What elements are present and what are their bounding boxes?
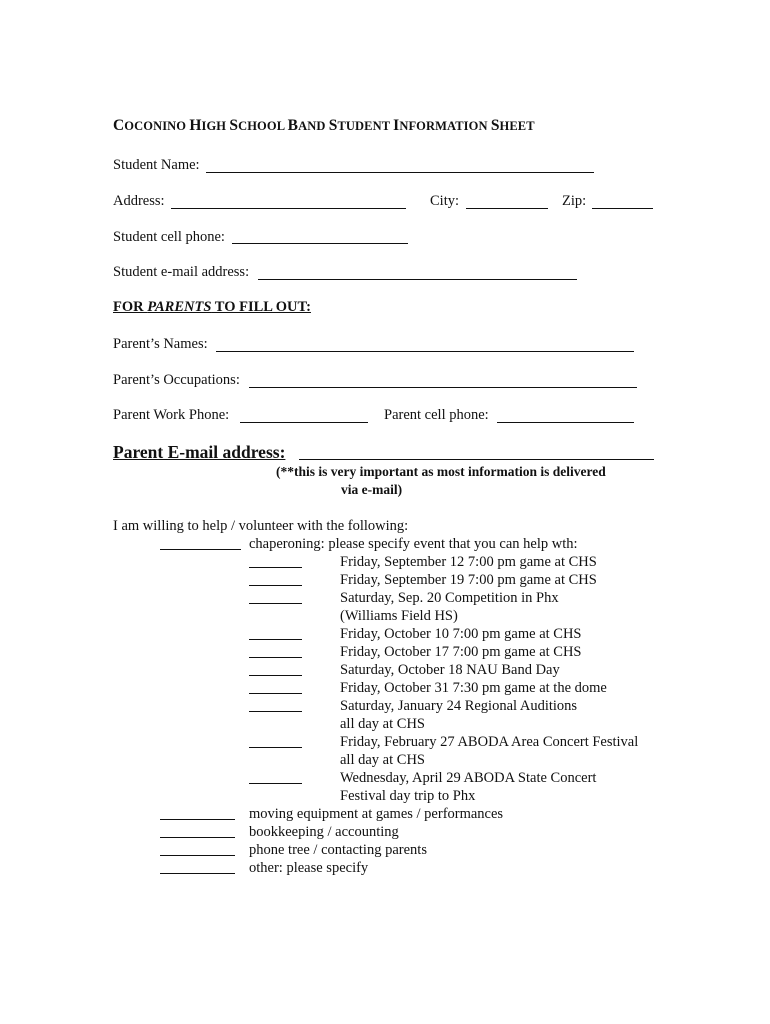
- city-label: City:: [430, 193, 460, 209]
- event-item: Friday, February 27 ABODA Area Concert Festival: [340, 734, 639, 750]
- address-label: Address:: [113, 193, 165, 209]
- event-blank[interactable]: [249, 603, 302, 604]
- event-item-detail: Festival day trip to Phx: [340, 788, 476, 804]
- parent-work-phone-field[interactable]: [240, 408, 368, 423]
- parent-cell-field[interactable]: [497, 408, 634, 423]
- parents-section-heading: FOR PARENTS TO FILL OUT:: [113, 299, 311, 315]
- bookkeeping-blank[interactable]: [160, 837, 235, 838]
- event-item-detail: (Williams Field HS): [340, 608, 458, 624]
- parent-occupations-label: Parent’s Occupations:: [113, 372, 240, 388]
- event-blank[interactable]: [249, 657, 302, 658]
- parent-cell-label: Parent cell phone:: [384, 407, 489, 423]
- volunteer-intro: I am willing to help / volunteer with the following:: [113, 518, 409, 534]
- student-email-field[interactable]: [258, 265, 577, 280]
- student-email-label: Student e-mail address:: [113, 264, 250, 280]
- event-item-detail: all day at CHS: [340, 716, 425, 732]
- event-item: Friday, September 12 7:00 pm game at CHS: [340, 554, 597, 570]
- parent-names-field[interactable]: [216, 337, 634, 352]
- address-field[interactable]: [171, 194, 406, 209]
- event-blank[interactable]: [249, 675, 302, 676]
- chaperoning-label: chaperoning: please specify event that you can help wth:: [249, 536, 578, 552]
- event-blank[interactable]: [249, 639, 302, 640]
- student-cell-label: Student cell phone:: [113, 229, 225, 245]
- parent-names-label: Parent’s Names:: [113, 336, 208, 352]
- chaperoning-blank[interactable]: [160, 549, 241, 550]
- event-item: Saturday, October 18 NAU Band Day: [340, 662, 560, 678]
- event-item: Saturday, January 24 Regional Auditions: [340, 698, 578, 714]
- page-title: COCONINO HIGH SCHOOL BAND STUDENT INFORMATION SHEET: [113, 117, 535, 134]
- other-label: other: please specify: [249, 860, 369, 876]
- event-item: Friday, September 19 7:00 pm game at CHS: [340, 572, 597, 588]
- event-blank[interactable]: [249, 693, 302, 694]
- bookkeeping-label: bookkeeping / accounting: [249, 824, 399, 840]
- student-name-label: Student Name:: [113, 157, 200, 173]
- event-item: Wednesday, April 29 ABODA State Concert: [340, 770, 597, 786]
- event-blank[interactable]: [249, 585, 302, 586]
- event-blank[interactable]: [249, 747, 302, 748]
- moving-equipment-label: moving equipment at games / performances: [249, 806, 504, 822]
- email-importance-note-cont: via e-mail): [341, 482, 403, 497]
- parent-work-phone-label: Parent Work Phone:: [113, 407, 230, 423]
- city-field[interactable]: [466, 194, 548, 209]
- parent-occupations-field[interactable]: [249, 373, 637, 388]
- event-blank[interactable]: [249, 783, 302, 784]
- moving-equipment-blank[interactable]: [160, 819, 235, 820]
- parent-email-label: Parent E-mail address:: [113, 442, 286, 462]
- event-item: Friday, October 10 7:00 pm game at CHS: [340, 626, 582, 642]
- event-item: Friday, October 17 7:00 pm game at CHS: [340, 644, 582, 660]
- other-blank[interactable]: [160, 873, 235, 874]
- email-importance-note: (**this is very important as most information is delivered: [276, 464, 606, 479]
- phone-tree-label: phone tree / contacting parents: [249, 842, 427, 858]
- phone-tree-blank[interactable]: [160, 855, 235, 856]
- event-item: Saturday, Sep. 20 Competition in Phx: [340, 590, 559, 606]
- student-name-field[interactable]: [206, 158, 594, 173]
- zip-field[interactable]: [592, 194, 653, 209]
- event-blank[interactable]: [249, 567, 302, 568]
- parent-email-field[interactable]: [299, 444, 654, 460]
- zip-label: Zip:: [562, 193, 587, 209]
- event-blank[interactable]: [249, 711, 302, 712]
- student-cell-field[interactable]: [232, 229, 408, 244]
- event-item: Friday, October 31 7:30 pm game at the dome: [340, 680, 607, 696]
- event-item-detail: all day at CHS: [340, 752, 425, 768]
